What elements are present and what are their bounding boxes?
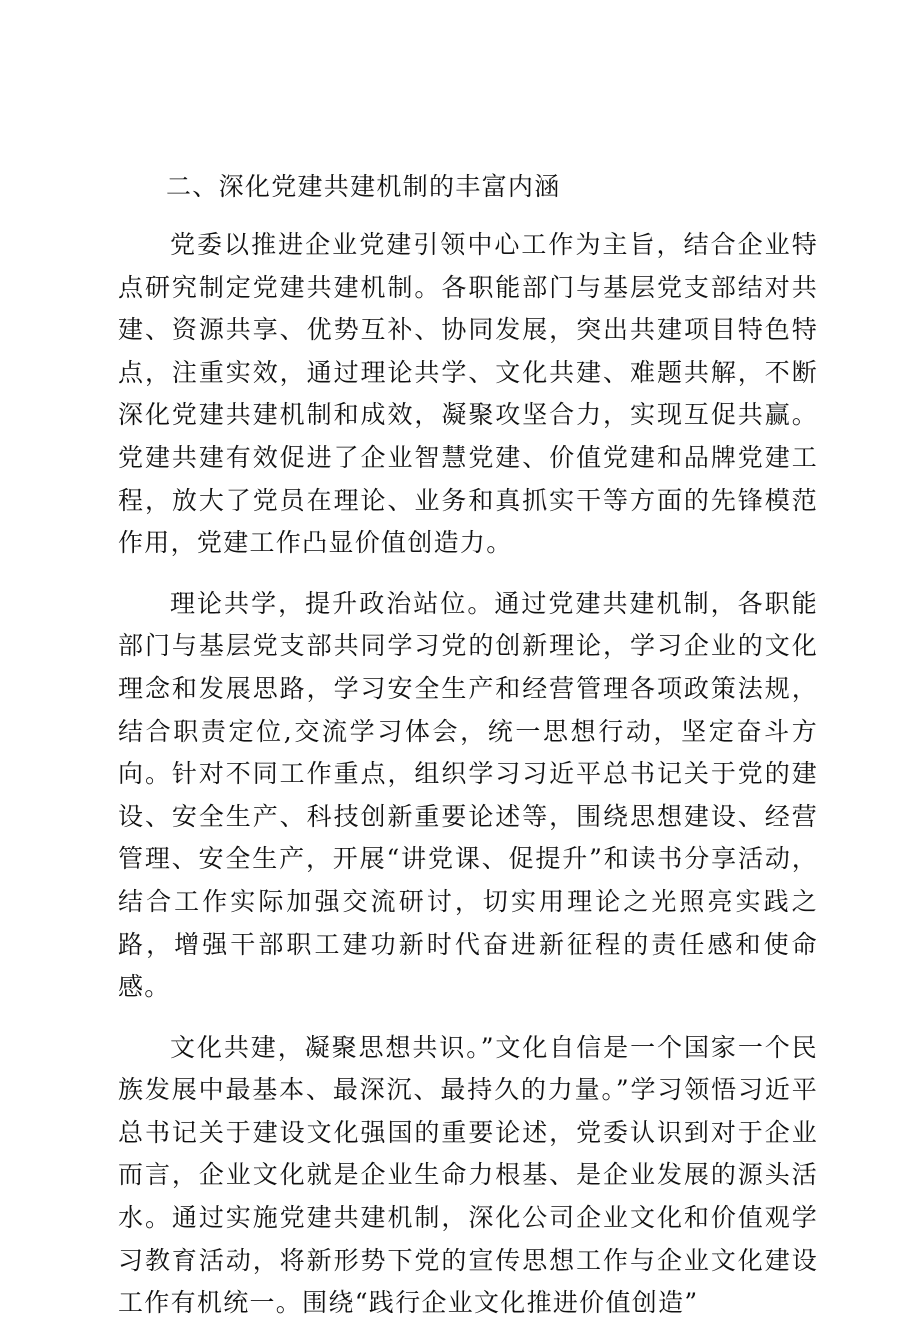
paragraph-theory-study: 理论共学，提升政治站位。通过党建共建机制，各职能部门与基层党支部共同学习党的创新理论，学习企业的文化理念和发展思路，学习安全生产和经营管理各项政策法规，结合职责定位,交流学习体会，统一思想行动，坚定奋斗方向。针对不同工作重点，组织学习习近平总书记关于党的建设、安全生产、科技创新重要论述等，围绕思想建设、经营管理、安全生产，开展“讲党课、促提升”和读书分享活动，结合工作实际加强交流研讨，切实用理论之光照亮实践之路，增强干部职工建功新时代奋进新征程的责任感和使命感。	[118, 588, 818, 1002]
section-heading: 二、深化党建共建机制的丰富内涵	[166, 172, 561, 201]
paragraph-intro: 党委以推进企业党建引领中心工作为主旨，结合企业特点研究制定党建共建机制。各职能部门与基层党支部结对共建、资源共享、优势互补、协同发展，突出共建项目特色特点，注重实效，通过理论共学、文化共建、难题共解，不断深化党建共建机制和成效，凝聚攻坚合力，实现互促共赢。党建共建有效促进了企业智慧党建、价值党建和品牌党建工程，放大了党员在理论、业务和真抓实干等方面的先锋模范作用，党建工作凸显价值创造力。	[118, 230, 818, 558]
document-body	[118, 166, 818, 1343]
paragraph-culture-building: 文化共建，凝聚思想共识。”文化自信是一个国家一个民族发展中最基本、最深沉、最持久的力量。”学习领悟习近平总书记关于建设文化强国的重要论述，党委认识到对于企业而言，企业文化就是企业生命力根基、是企业发展的源头活水。通过实施党建共建机制，深化公司企业文化和价值观学习教育活动，将新形势下党的宣传思想工作与企业文化建设工作有机统一。围绕“践行企业文化推进价值创造”	[118, 1032, 818, 1318]
